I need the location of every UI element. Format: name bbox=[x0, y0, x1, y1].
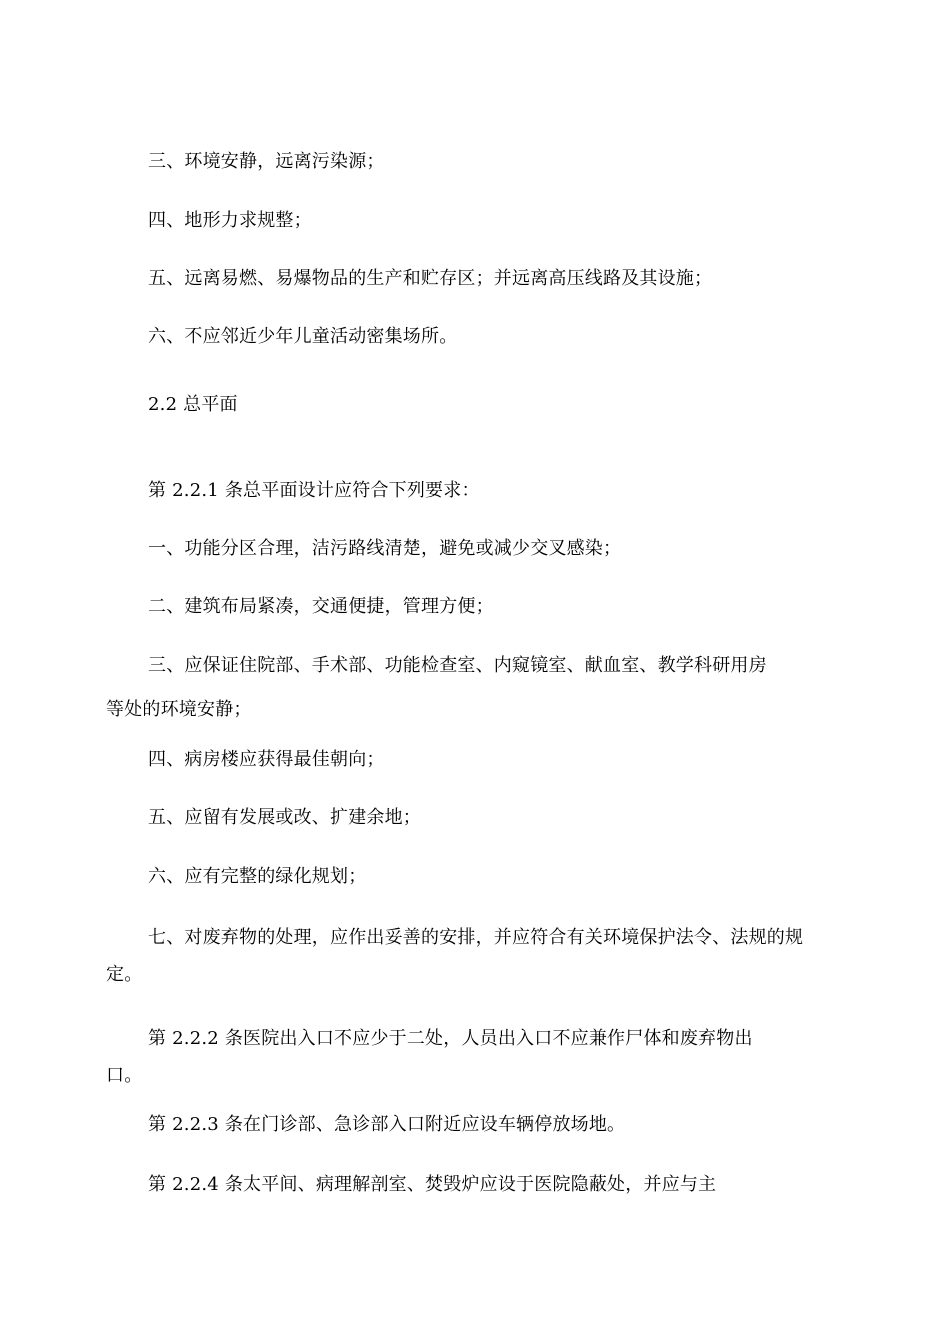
text-line: 定。 bbox=[106, 964, 143, 985]
text-line: 一、功能分区合理，洁污路线清楚，避免或减少交叉感染； bbox=[148, 538, 622, 559]
text-line: 口。 bbox=[106, 1065, 143, 1086]
clause-line: 第 2.2.2 条医院出入口不应少于二处，人员出入口不应兼作尸体和废弃物出 bbox=[148, 1028, 753, 1049]
text-line: 五、应留有发展或改、扩建余地； bbox=[148, 807, 421, 828]
section-heading: 2.2 总平面 bbox=[148, 394, 238, 415]
text-line: 四、病房楼应获得最佳朝向； bbox=[148, 749, 385, 770]
text-line: 四、地形力求规整； bbox=[148, 210, 312, 231]
text-line: 六、不应邻近少年儿童活动密集场所。 bbox=[148, 326, 458, 347]
clause-heading: 第 2.2.1 条总平面设计应符合下列要求： bbox=[148, 480, 480, 501]
text-line: 二、建筑布局紧凑，交通便捷，管理方便； bbox=[148, 596, 494, 617]
clause-line: 第 2.2.4 条太平间、病理解剖室、焚毁炉应设于医院隐蔽处，并应与主 bbox=[148, 1174, 717, 1195]
text-line: 七、对废弃物的处理，应作出妥善的安排，并应符合有关环境保护法令、法规的规 bbox=[148, 927, 804, 948]
clause-line: 第 2.2.3 条在门诊部、急诊部入口附近应设车辆停放场地。 bbox=[148, 1114, 626, 1135]
text-line: 三、应保证住院部、手术部、功能检查室、内窥镜室、献血室、教学科研用房 bbox=[148, 655, 767, 676]
text-line: 等处的环境安静； bbox=[106, 699, 252, 720]
text-line: 六、应有完整的绿化规划； bbox=[148, 866, 367, 887]
text-line: 三、环境安静，远离污染源； bbox=[148, 151, 385, 172]
text-line: 五、远离易燃、易爆物品的生产和贮存区；并远离高压线路及其设施； bbox=[148, 268, 713, 289]
